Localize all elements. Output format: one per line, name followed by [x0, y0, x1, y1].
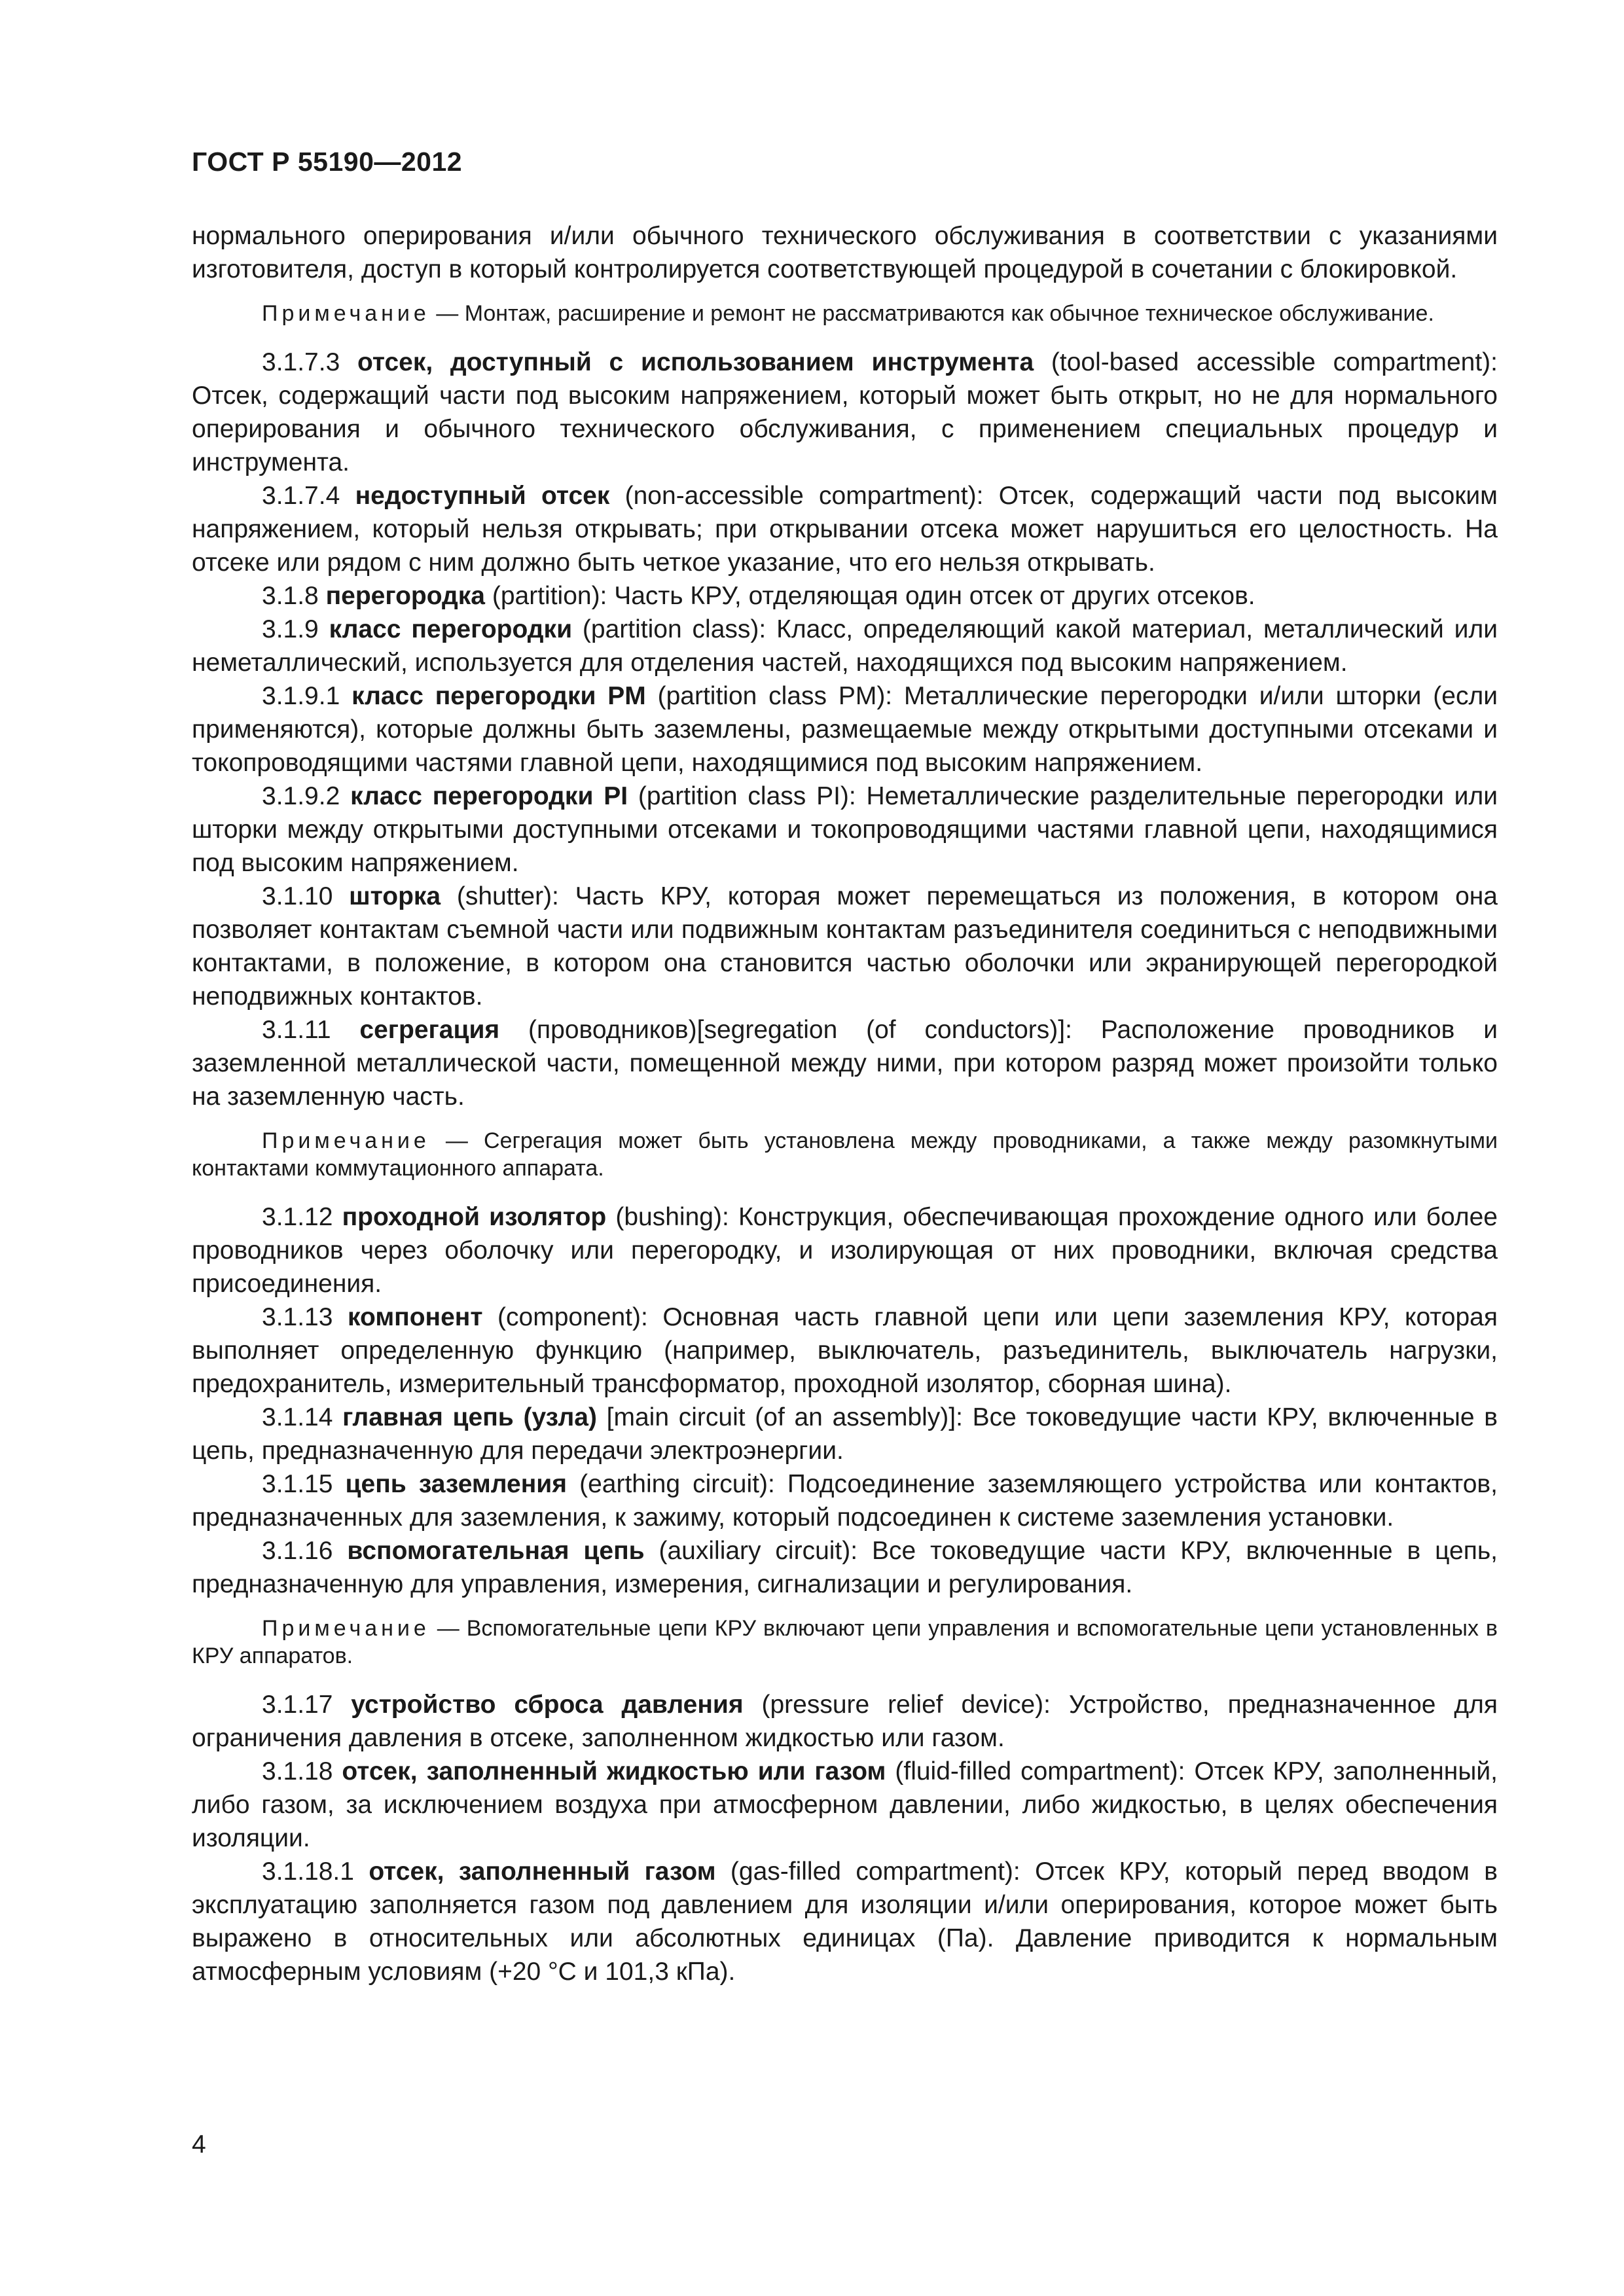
- clause-number: 3.1.9.1: [262, 682, 352, 710]
- definition-text: [main circuit (of an assembly)]: Все токоведущие части КРУ, включенные в цепь, предназначенную для передачи электроэнергии.: [192, 1403, 1498, 1465]
- definition-3-1-16: [192, 1534, 1498, 1601]
- term: отсек, заполненный газом: [369, 1857, 716, 1886]
- clause-number: 3.1.11: [262, 1016, 360, 1044]
- definition-3-1-17: [192, 1688, 1498, 1755]
- definition-text: (fluid-filled compartment): Отсек КРУ, заполненный, либо газом, за исключением воздуха при атмосферном давлении, либо жидкостью, в целях обеспечения изоляции.: [192, 1757, 1498, 1852]
- note-label: Примечание: [262, 1128, 430, 1153]
- page-number: 4: [192, 2130, 206, 2159]
- definition-3-1-18-1: [192, 1855, 1498, 1988]
- definition-3-1-15: [192, 1467, 1498, 1534]
- term: проходной изолятор: [342, 1203, 607, 1231]
- definition-text: (earthing circuit): Подсоединение заземляющего устройства или контактов, предназначенных для заземления, к зажиму, который подсоединен к системе заземления установки.: [192, 1470, 1498, 1532]
- definition-3-1-7-3: [192, 346, 1498, 479]
- term: перегородка: [325, 582, 485, 610]
- definition-text: (tool-based accessible compartment): Отсек, содержащий части под высоким напряжением, который может быть открыт, но не для нормального оперирования и обычного технического обслуживания, с применением специальных процедур и инструмента.: [192, 348, 1498, 476]
- definition-3-1-10: [192, 880, 1498, 1013]
- note: [192, 1615, 1498, 1670]
- definition-3-1-12: [192, 1200, 1498, 1300]
- clause-number: 3.1.9: [262, 615, 329, 643]
- clause-number: 3.1.17: [262, 1691, 352, 1719]
- clause-number: 3.1.7.3: [262, 348, 357, 376]
- definition-3-1-7-4: [192, 479, 1498, 579]
- clause-number: 3.1.7.4: [262, 482, 355, 510]
- term: компонент: [348, 1303, 483, 1331]
- definition-3-1-9-2: [192, 780, 1498, 880]
- definition-text: (bushing): Конструкция, обеспечивающая прохождение одного или более проводников через оболочку или перегородку, и изолирующая от них проводники, включая средства присоединения.: [192, 1203, 1498, 1298]
- clause-number: 3.1.8: [262, 582, 326, 610]
- definition-text: (проводников)[segregation (of conductors)]: Расположение проводников и заземленной металлической части, помещенной между ними, при котором разряд может произойти только на заземленную часть.: [192, 1016, 1498, 1111]
- definition-text: (partition class PI): Неметаллические разделительные перегородки или шторки между открытыми доступными отсеками и токопроводящими частями главной цепи, находящимися под высоким напряжением.: [192, 782, 1498, 877]
- clause-number: 3.1.15: [262, 1470, 346, 1498]
- term: главная цепь (узла): [342, 1403, 597, 1431]
- term: сегрегация: [359, 1016, 500, 1044]
- note: [192, 300, 1498, 327]
- definition-text: (partition class PM): Металлические перегородки и/или шторки (если применяются), которые должны быть заземлены, размещаемые между открытыми доступными отсеками и токопроводящими частями главной цепи, находящимися под высоким напряжением.: [192, 682, 1498, 777]
- clause-number: 3.1.16: [262, 1537, 348, 1565]
- definition-text: (partition): Часть КРУ, отделяющая один отсек от других отсеков.: [485, 582, 1255, 610]
- definition-3-1-9-1: [192, 679, 1498, 780]
- term: шторка: [349, 882, 441, 910]
- definition-text: (gas-filled compartment): Отсек КРУ, который перед вводом в эксплуатацию заполняется газом под давлением для изоляции и/или оперирования, которое может быть выражено в относительных или абсолютных единицах (Па). Давление приводится к нормальным атмосферным условиям (+20 °С и 101,3 кПа).: [192, 1857, 1498, 1986]
- definition-3-1-8: [192, 579, 1498, 613]
- definition-text: (partition class): Класс, определяющий какой материал, металлический или неметаллический, используется для отделения частей, находящихся под высоким напряжением.: [192, 615, 1498, 677]
- term: класс перегородки PM: [352, 682, 646, 710]
- definition-3-1-9: [192, 613, 1498, 679]
- note: [192, 1127, 1498, 1182]
- clause-number: 3.1.14: [262, 1403, 343, 1431]
- definition-3-1-13: [192, 1300, 1498, 1401]
- definition-3-1-18: [192, 1755, 1498, 1855]
- definition-3-1-14: [192, 1401, 1498, 1467]
- note-text: — Сегрегация может быть установлена между проводниками, а также между разомкнутыми контактами коммутационного аппарата.: [192, 1128, 1498, 1181]
- term: класс перегородки PI: [350, 782, 628, 810]
- term: вспомогательная цепь: [347, 1537, 645, 1565]
- term: устройство сброса давления: [351, 1691, 744, 1719]
- clause-number: 3.1.12: [262, 1203, 342, 1231]
- note-label: Примечание: [262, 301, 430, 326]
- term: отсек, доступный с использованием инструмента: [357, 348, 1034, 376]
- definition-3-1-11: [192, 1013, 1498, 1113]
- definition-text: (component): Основная часть главной цепи или цепи заземления КРУ, которая выполняет определенную функцию (например, выключатель, разъединитель, выключатель нагрузки, предохранитель, измерительный трансформатор, проходной изолятор, сборная шина).: [192, 1303, 1498, 1398]
- clause-number: 3.1.18.1: [262, 1857, 369, 1886]
- document-body: [192, 219, 1498, 1988]
- clause-number: 3.1.18: [262, 1757, 342, 1785]
- intro-paragraph: нормального оперирования и/или обычного технического обслуживания в соответствии с указаниями изготовителя, доступ в который контролируется соответствующей процедурой в сочетании с блокировкой.: [192, 222, 1498, 283]
- note-text: — Монтаж, расширение и ремонт не рассматриваются как обычное техническое обслуживание.: [429, 301, 1434, 326]
- clause-number: 3.1.13: [262, 1303, 348, 1331]
- clause-number: 3.1.10: [262, 882, 350, 910]
- definition-text: (auxiliary circuit): Все токоведущие части КРУ, включенные в цепь, предназначенную для управления, измерения, сигнализации и регулирования.: [192, 1537, 1498, 1598]
- term: отсек, заполненный жидкостью или газом: [342, 1757, 886, 1785]
- definition-text: (pressure relief device): Устройство, предназначенное для ограничения давления в отсеке, заполненном жидкостью или газом.: [192, 1691, 1498, 1752]
- clause-number: 3.1.9.2: [262, 782, 351, 810]
- note-text: — Вспомогательные цепи КРУ включают цепи управления и вспомогательные цепи установленных в КРУ аппаратов.: [192, 1616, 1498, 1668]
- definition-text: (non-accessible compartment): Отсек, содержащий части под высоким напряжением, который нельзя открывать; при открывании отсека может нарушиться его целостность. На отсеке или рядом с ним должно быть четкое указание, что его нельзя открывать.: [192, 482, 1498, 577]
- definition-text: (shutter): Часть КРУ, которая может перемещаться из положения, в котором она позволяет контактам съемной части или подвижным контактам разъединителя соединиться с неподвижными контактами, в положение, в котором она становится частью оболочки или экранирующей перегородкой неподвижных контактов.: [192, 882, 1498, 1011]
- page-header: ГОСТ Р 55190—2012: [192, 147, 463, 177]
- term: недоступный отсек: [355, 482, 610, 510]
- term: класс перегородки: [329, 615, 573, 643]
- note-label: Примечание: [262, 1616, 430, 1641]
- term: цепь заземления: [345, 1470, 567, 1498]
